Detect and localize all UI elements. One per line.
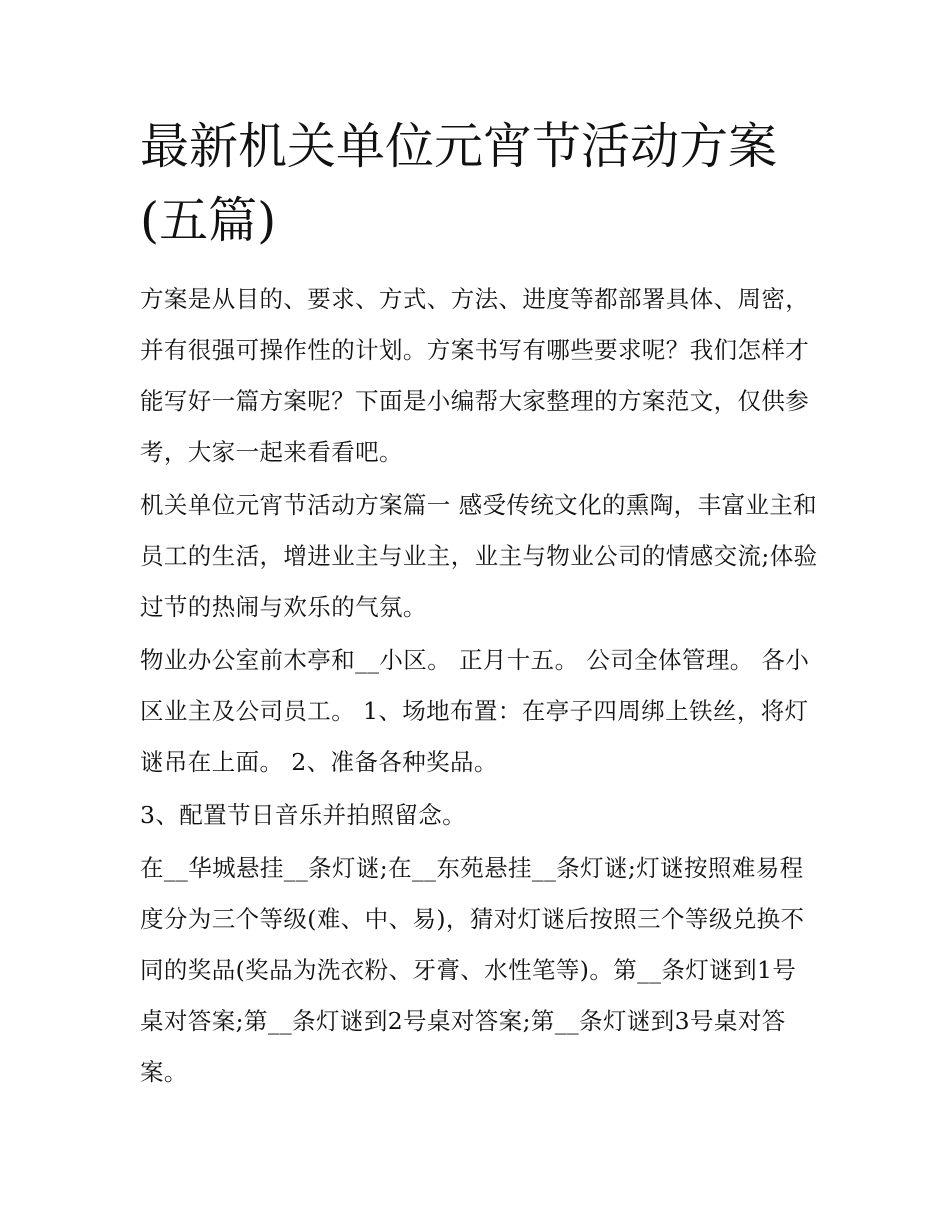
document-title: 最新机关单位元宵节活动方案(五篇) bbox=[140, 118, 778, 249]
paragraph-arrangement: 物业办公室前木亭和__小区。 正月十五。 公司全体管理。 各小区业主及公司员工。 1、场地布置：在亭子四周绑上铁丝，将灯谜吊在上面。 2、准备各种奖品。 bbox=[140, 646, 810, 776]
paragraph-purpose: 机关单位元宵节活动方案篇一 感受传统文化的熏陶，丰富业主和员工的生活，增进业主与业主，业主与物业公司的情感交流;体验过节的热闹与欢乐的气氛。 bbox=[140, 491, 818, 621]
document-body bbox=[140, 110, 820, 1098]
paragraph-music: 3、配置节日音乐并拍照留念。 bbox=[140, 801, 467, 829]
paragraph-riddles: 在__华城悬挂__条灯谜;在__东苑悬挂__条灯谜;灯谜按照难易程度分为三个等级(难、中、易)，猜对灯谜后按照三个等级兑换不同的奖品(奖品为洗衣粉、牙膏、水性笔等)。第__条灯谜到1号桌对答案;第__条灯谜到2号桌对答案;第__条灯谜到3号桌对答案。 bbox=[140, 854, 805, 1086]
paragraph-intro: 方案是从目的、要求、方式、方法、进度等都部署具体、周密，并有很强可操作性的计划。方案书写有哪些要求呢？我们怎样才能写好一篇方案呢？下面是小编帮大家整理的方案范文，仅供参考，大家一起来看看吧。 bbox=[140, 285, 810, 466]
